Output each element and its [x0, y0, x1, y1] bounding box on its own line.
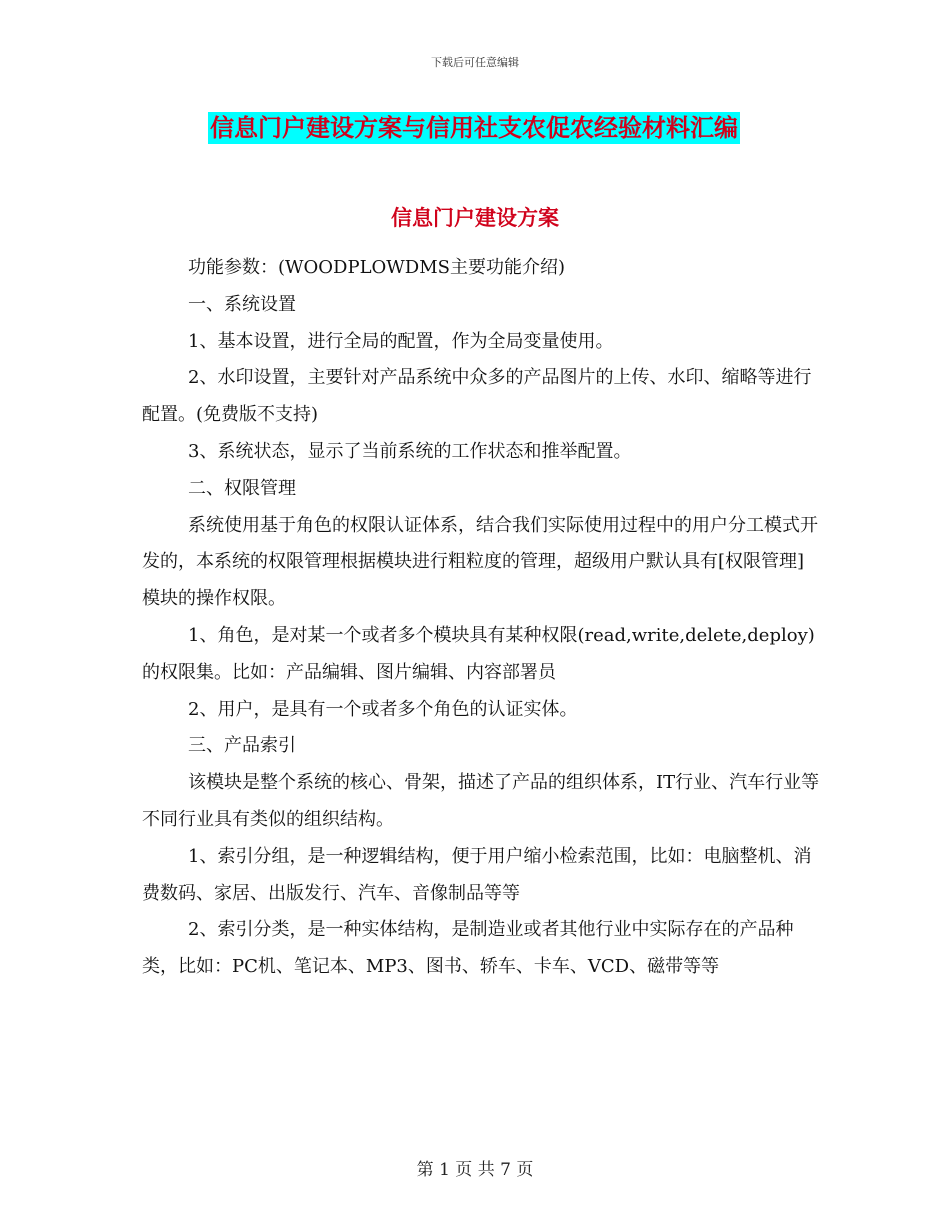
paragraph: 系统使用基于角色的权限认证体系，结合我们实际使用过程中的用户分工模式开发的，本系统的权限管理根据模块进行粗粒度的管理，超级用户默认具有[权限管理]模块的操作权限。	[142, 514, 818, 610]
paragraph: 1、索引分组，是一种逻辑结构，便于用户缩小检索范围，比如：电脑整机、消费数码、家居、出版发行、汽车、音像制品等等	[142, 845, 812, 904]
header-note: 下载后可任意编辑	[431, 56, 519, 69]
page-footer: 第 1 页 共 7 页	[416, 1160, 534, 1180]
paragraph: 2、水印设置，主要针对产品系统中众多的产品图片的上传、水印、缩略等进行配置。(免费版不支持)	[142, 367, 812, 426]
paragraph: 2、索引分类，是一种实体结构，是制造业或者其他行业中实际存在的产品种类，比如：PC机、笔记本、MP3、图书、轿车、卡车、VCD、磁带等等	[142, 919, 794, 978]
paragraph: 功能参数：(WOODPLOWDMS主要功能介绍)	[188, 257, 566, 278]
paragraph: 2、用户，是具有一个或者多个角色的认证实体。	[188, 698, 578, 720]
section-title: 信息门户建设方案	[391, 205, 559, 230]
document-body	[142, 250, 822, 986]
paragraph: 三、产品索引	[188, 735, 296, 757]
paragraph: 1、角色，是对某一个或者多个模块具有某种权限(read,write,delete,deploy)的权限集。比如：产品编辑、图片编辑、内容部署员	[142, 624, 815, 683]
paragraph: 一、系统设置	[188, 293, 296, 315]
paragraph: 该模块是整个系统的核心、骨架，描述了产品的组织体系，IT行业、汽车行业等不同行业具有类似的组织结构。	[142, 772, 820, 830]
paragraph: 二、权限管理	[188, 477, 296, 499]
document-title: 信息门户建设方案与信用社支农促农经验材料汇编	[210, 113, 738, 142]
paragraph: 1、基本设置，进行全局的配置，作为全局变量使用。	[188, 330, 614, 352]
paragraph: 3、系统状态，显示了当前系统的工作状态和推举配置。	[188, 440, 632, 462]
